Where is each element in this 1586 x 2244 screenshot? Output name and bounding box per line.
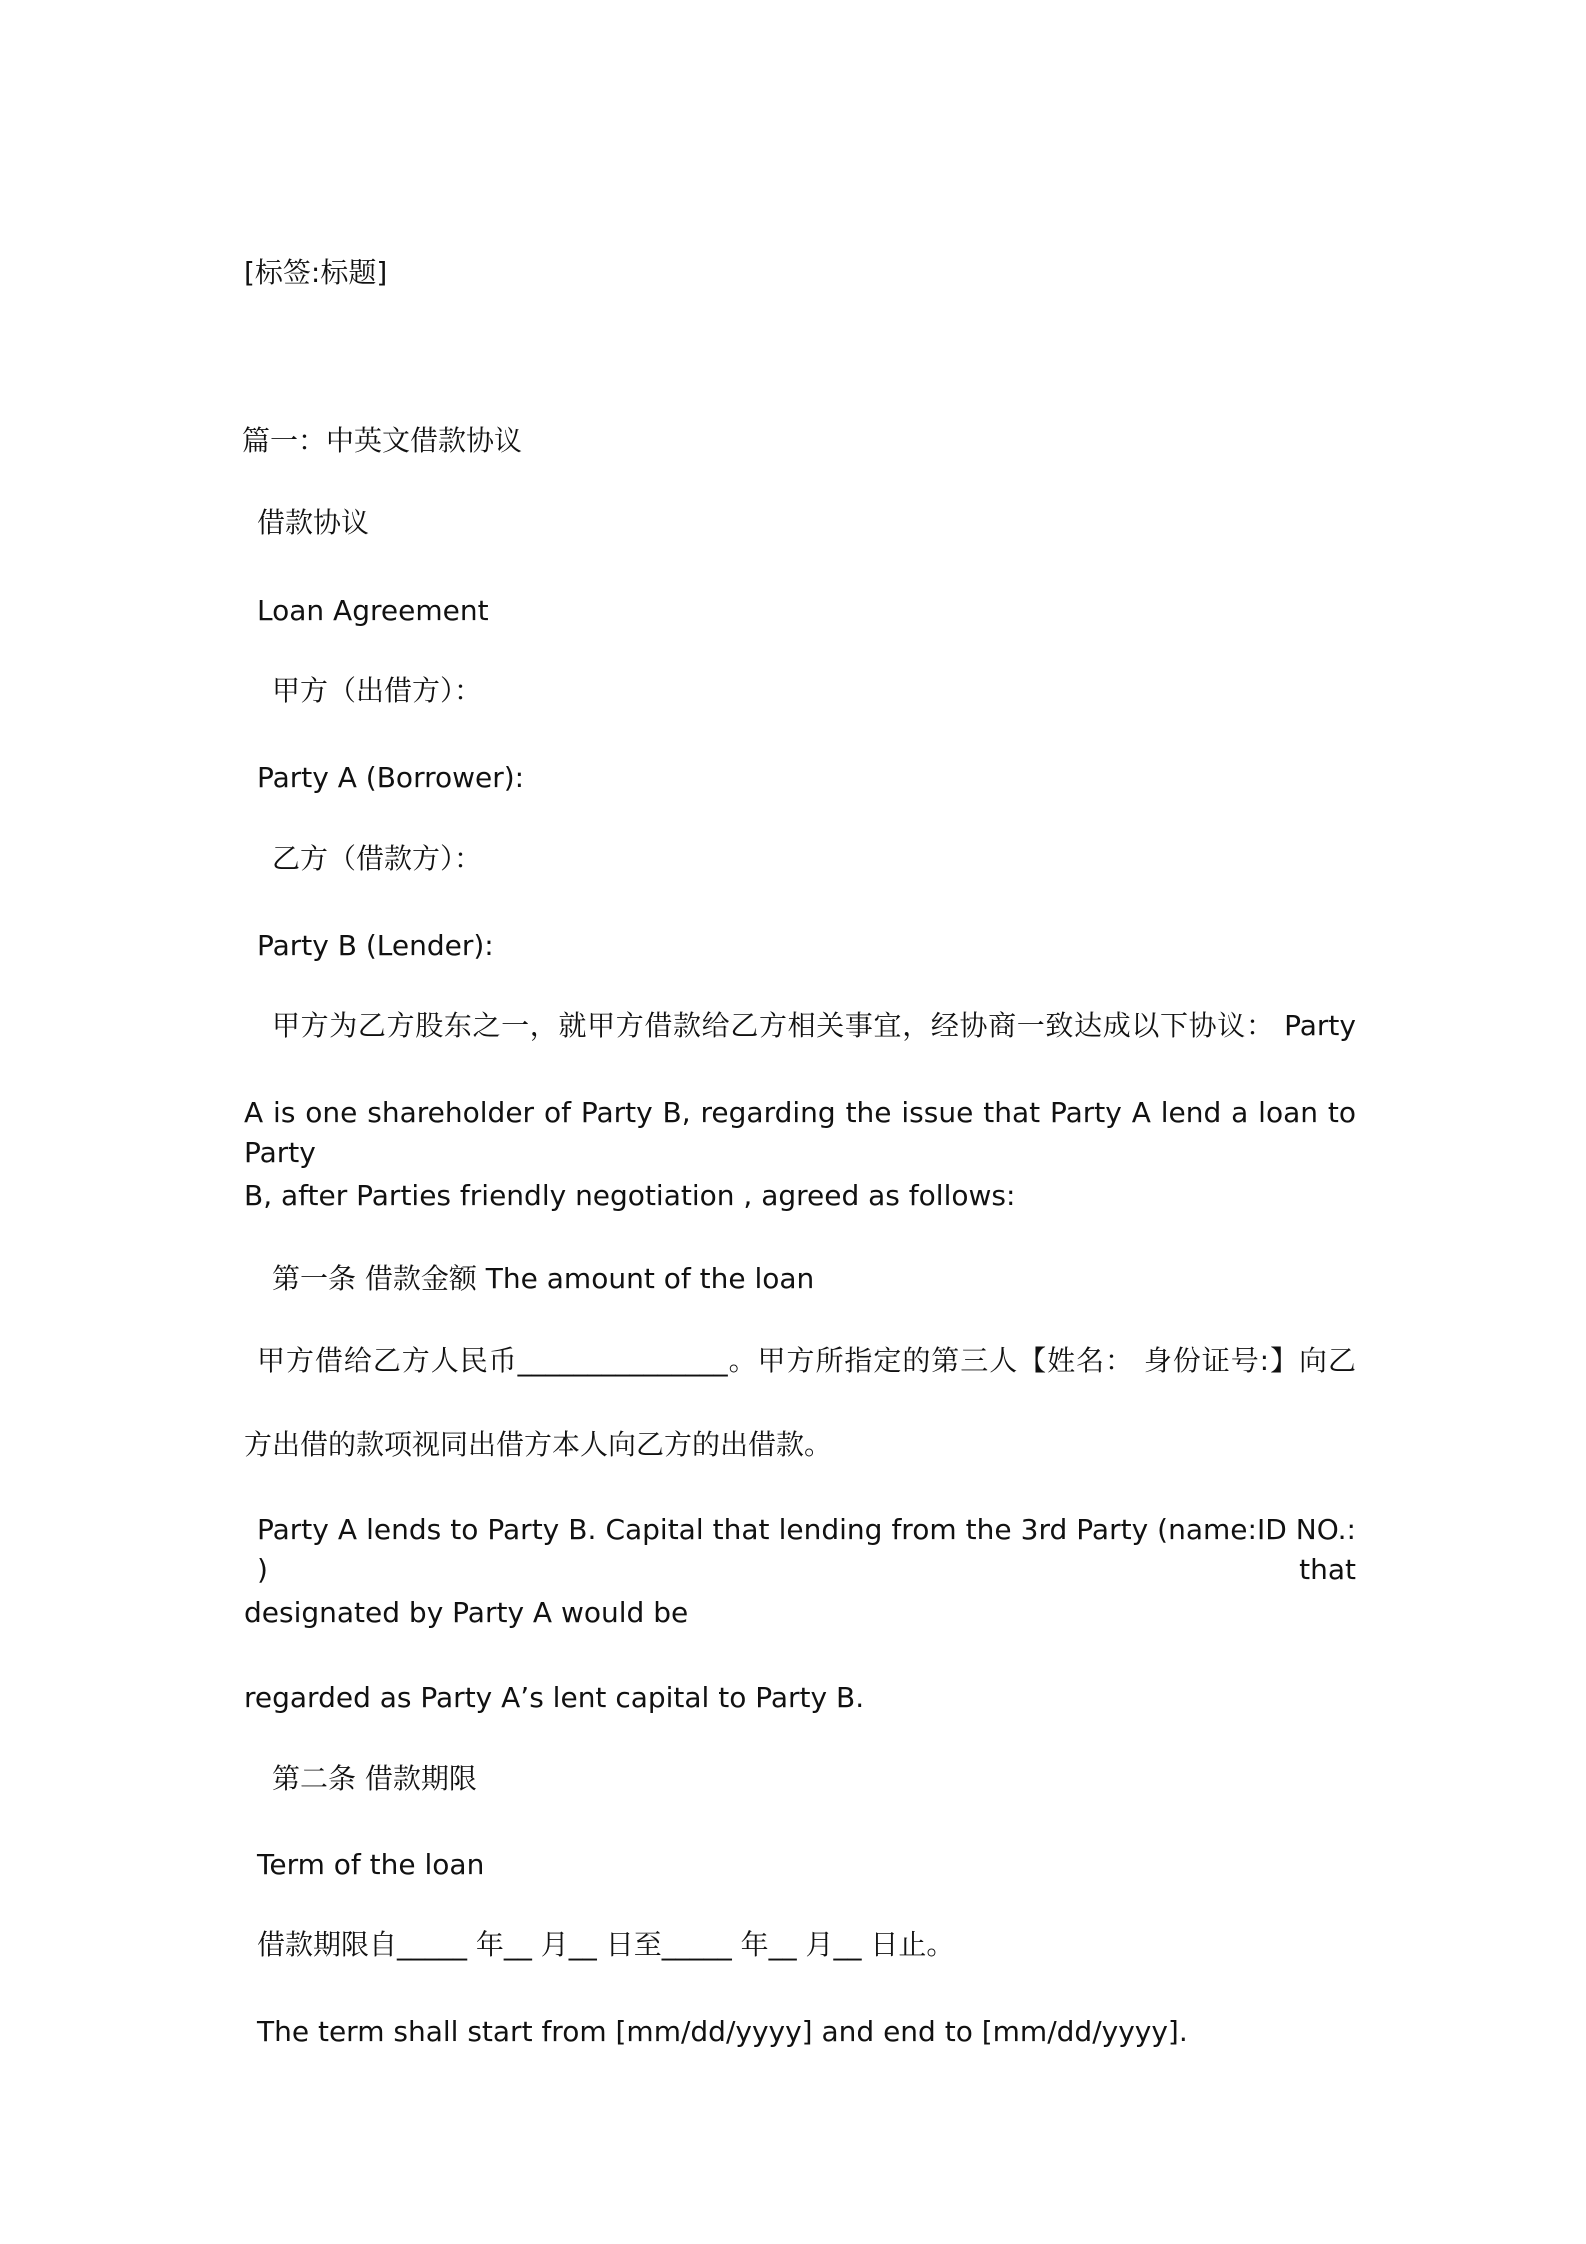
article-1-en-line-3: regarded as Party A’s lent capital to Party B. xyxy=(244,1681,865,1714)
intro-line-1: 甲方为乙方股东之一，就甲方借款给乙方相关事宜，经协商一致达成以下协议： Party xyxy=(272,1009,1356,1042)
article-1-en-line-1: Party A lends to Party B. Capital that lending from the 3rd Party (name:ID NO.: ) that xyxy=(257,1513,1356,1586)
article-2-en-heading: Term of the loan xyxy=(257,1848,485,1881)
intro-line-2: A is one shareholder of Party B, regarding the issue that Party A lend a loan to Party xyxy=(244,1096,1356,1169)
party-b-cn: 乙方（借款方）： xyxy=(272,842,483,875)
party-b-en: Party B (Lender): xyxy=(257,929,494,962)
article-1-heading: 第一条 借款金额 The amount of the loan xyxy=(272,1262,815,1295)
party-a-cn: 甲方（出借方）： xyxy=(272,674,483,707)
article-2-heading: 第二条 借款期限 xyxy=(272,1762,477,1795)
section-title: 篇一：中英文借款协议 xyxy=(242,424,523,457)
doc-title-en: Loan Agreement xyxy=(257,594,489,627)
tag-line: [标签:标题] xyxy=(244,256,388,289)
doc-title-cn: 借款协议 xyxy=(257,506,370,539)
article-1-cn-line-1: 甲方借给乙方人民币_______________。甲方所指定的第三人【姓名： 身份证号:】向乙 xyxy=(257,1344,1356,1377)
article-1-en-line-2: designated by Party A would be xyxy=(244,1596,689,1629)
article-1-cn-line-2: 方出借的款项视同出借方本人向乙方的出借款。 xyxy=(244,1428,833,1461)
article-2-cn: 借款期限自_____ 年__ 月__ 日至_____ 年__ 月__ 日止。 xyxy=(257,1928,955,1961)
intro-line-3: B, after Parties friendly negotiation , agreed as follows: xyxy=(244,1179,1016,1212)
article-2-en: The term shall start from [mm/dd/yyyy] and end to [mm/dd/yyyy]. xyxy=(257,2015,1188,2048)
party-a-en: Party A (Borrower): xyxy=(257,761,525,794)
